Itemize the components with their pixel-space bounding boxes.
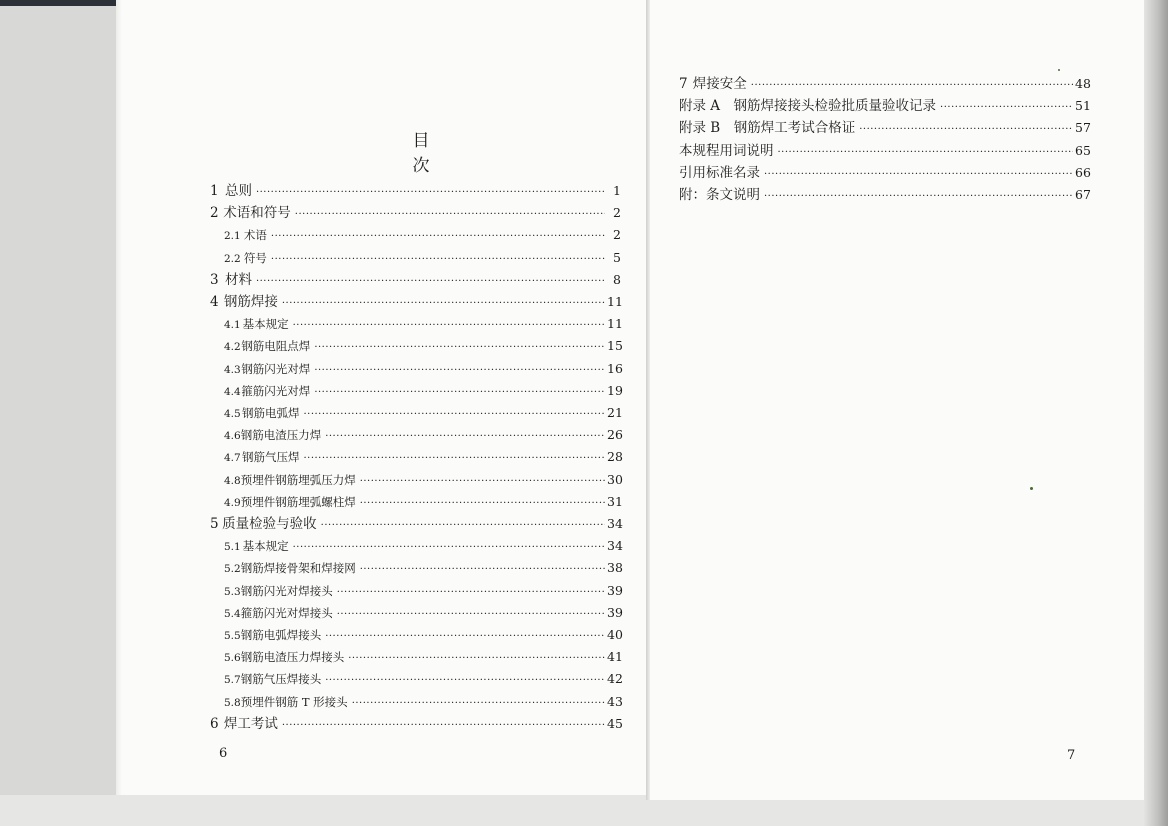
- toc-leader-dots: [303, 404, 605, 426]
- toc-entry-page: 5: [613, 249, 621, 265]
- toc-entry[interactable]: [210, 402, 621, 424]
- toc-title: 目 次: [412, 131, 527, 176]
- toc-entry-page: 19: [607, 382, 623, 398]
- toc-entry[interactable]: [210, 380, 621, 402]
- toc-entry-page: 34: [607, 538, 623, 554]
- toc-leader-dots: [293, 537, 605, 559]
- toc-entry-page: 21: [607, 405, 623, 420]
- toc-leader-dots: [325, 670, 605, 692]
- toc-entry-number: 2.1: [224, 230, 241, 243]
- toc-entry[interactable]: [210, 602, 621, 624]
- toc-leader-dots: [282, 293, 605, 315]
- toc-entry-number: 6: [210, 715, 219, 732]
- toc-entry-label: 附：条文说明: [679, 187, 760, 203]
- toc-leader-dots: [295, 204, 605, 226]
- toc-entry-page: 30: [607, 471, 623, 487]
- toc-entry-page: 11: [607, 294, 623, 309]
- toc-entry[interactable]: [210, 691, 621, 713]
- toc-entry-page: 2: [613, 205, 621, 221]
- toc-entry[interactable]: [679, 140, 1089, 162]
- toc-entry-page: 66: [1075, 164, 1091, 180]
- toc-leader-dots: [337, 604, 605, 626]
- toc-leader-dots: [256, 182, 605, 204]
- toc-entry-label: 钢筋电弧焊接头: [240, 628, 322, 642]
- toc-leader-dots: [764, 186, 1073, 208]
- toc-entry-number: 1: [210, 183, 219, 199]
- toc-entry-label: 钢筋气压焊接头: [240, 672, 322, 687]
- scanner-corner-shadow: [0, 0, 118, 6]
- toc-entry[interactable]: [210, 269, 621, 291]
- toc-entry-number: 4.8: [224, 474, 241, 487]
- toc-entry[interactable]: [210, 580, 621, 602]
- toc-entry-label: 钢筋电渣压力焊接头: [240, 650, 345, 665]
- toc-leader-dots: [321, 515, 605, 537]
- toc-entry-page: 48: [1075, 76, 1091, 91]
- toc-entry-label: 总则: [224, 183, 252, 199]
- right-page: [650, 0, 1144, 800]
- toc-entry[interactable]: [210, 313, 621, 335]
- toc-entry-page: 15: [607, 338, 623, 354]
- toc-entry-number: 5.6: [224, 652, 241, 665]
- toc-entry-number: 5.8: [224, 696, 241, 709]
- toc-leader-dots: [859, 119, 1073, 141]
- toc-entry-number: 5.7: [224, 674, 241, 687]
- toc-entry-label: 本规程用词说明: [679, 142, 774, 159]
- toc-entry-number: 4: [210, 294, 219, 310]
- toc-entry[interactable]: [679, 95, 1089, 117]
- toc-leader-dots: [778, 142, 1074, 164]
- toc-leader-dots: [940, 97, 1073, 119]
- toc-entry-page: 67: [1075, 187, 1091, 202]
- toc-entry-page: 51: [1075, 98, 1091, 114]
- toc-entry-label: 钢筋闪光对焊: [241, 361, 311, 376]
- toc-leader-dots: [764, 164, 1073, 186]
- toc-entry-page: 42: [607, 671, 623, 687]
- toc-entry-label: 附录 A 钢筋焊接接头检验批质量验收记录: [679, 98, 937, 115]
- toc-entry-label: 钢筋电弧焊: [241, 406, 300, 420]
- toc-entry-number: 4.9: [224, 496, 241, 509]
- toc-leader-dots: [360, 493, 605, 515]
- toc-entry-label: 引用标准名录: [679, 164, 760, 181]
- toc-entry[interactable]: [679, 73, 1089, 95]
- toc-entry-number: 4.2: [224, 341, 241, 354]
- toc-entry-page: 11: [607, 316, 623, 332]
- toc-entry-number: 5: [210, 516, 219, 532]
- toc-entry[interactable]: [210, 247, 621, 269]
- toc-entry-number: 7: [679, 76, 688, 92]
- toc-entry-number: 5.1: [224, 541, 241, 554]
- toc-entry-page: 31: [607, 493, 623, 509]
- toc-leader-dots: [314, 337, 605, 359]
- toc-leader-dots: [348, 648, 605, 670]
- toc-entry-label: 材料: [224, 271, 252, 288]
- toc-entry-label: 钢筋气压焊: [241, 450, 300, 465]
- toc-entry[interactable]: [210, 469, 621, 491]
- toc-leader-dots: [271, 249, 605, 271]
- toc-entry-label: 箍筋闪光对焊: [241, 383, 311, 398]
- toc-entry[interactable]: [210, 424, 621, 446]
- toc-entry-page: 2: [613, 227, 621, 243]
- toc-leader-dots: [751, 75, 1073, 97]
- scan-speck: [1058, 69, 1060, 71]
- toc-entry-page: 38: [607, 560, 623, 576]
- toc-entry-label: 钢筋电渣压力焊: [240, 428, 322, 443]
- toc-entry[interactable]: [210, 358, 621, 380]
- scan-speck: [1030, 487, 1033, 490]
- toc-entry-number: 5.2: [224, 563, 241, 576]
- toc-entry-number: 2.2: [224, 252, 241, 265]
- toc-entry-number: 4.1: [224, 319, 241, 332]
- toc-entry-label: 预埋件钢筋埋弧螺柱焊: [240, 494, 356, 509]
- toc-entry[interactable]: [679, 184, 1089, 206]
- toc-entry[interactable]: [210, 646, 621, 668]
- toc-leader-dots: [325, 426, 605, 448]
- toc-entry[interactable]: [210, 668, 621, 690]
- toc-leader-dots: [271, 226, 605, 248]
- toc-entry[interactable]: [210, 180, 621, 202]
- toc-entry-number: 4.3: [224, 363, 241, 376]
- toc-entry[interactable]: [210, 202, 621, 224]
- toc-entry-label: 术语: [243, 228, 267, 243]
- toc-leader-dots: [314, 360, 605, 382]
- toc-entry-label: 钢筋闪光对焊接头: [240, 583, 333, 598]
- page-number-left: 6: [219, 746, 228, 761]
- toc-entry-page: 39: [607, 604, 623, 620]
- toc-entry-label: 钢筋电阻点焊: [241, 339, 311, 354]
- toc-leader-dots: [352, 693, 605, 715]
- toc-leader-dots: [293, 315, 605, 337]
- toc-entry-label: 符号: [243, 250, 267, 265]
- toc-entry[interactable]: [679, 117, 1089, 139]
- toc-entry-number: 4.4: [224, 385, 241, 398]
- toc-entry[interactable]: [210, 624, 621, 646]
- toc-entry[interactable]: [210, 713, 621, 735]
- toc-entry-page: 45: [607, 715, 623, 731]
- toc-entry-page: 34: [607, 516, 623, 531]
- left-page-edge: [116, 0, 122, 795]
- toc-entry-label: 基本规定: [242, 317, 289, 332]
- toc-entry[interactable]: [210, 513, 621, 535]
- toc-leader-dots: [256, 271, 605, 293]
- toc-entry[interactable]: [210, 291, 621, 313]
- toc-entry-label: 箍筋闪光对焊接头: [240, 605, 333, 620]
- toc-entry-label: 预埋件钢筋 T 形接头: [240, 694, 348, 709]
- toc-entry[interactable]: [210, 491, 621, 513]
- right-page-edge: [1144, 0, 1168, 826]
- toc-entry-label: 预埋件钢筋埋弧压力焊: [240, 472, 356, 487]
- toc-entry-label: 焊工考试: [223, 715, 278, 732]
- toc-entry-page: 8: [613, 271, 621, 287]
- toc-entry-page: 41: [607, 649, 623, 665]
- toc-entry-page: 40: [607, 627, 623, 642]
- toc-entry[interactable]: [210, 557, 621, 579]
- toc-entry-page: 65: [1075, 142, 1091, 158]
- toc-entry-page: 43: [607, 693, 623, 709]
- toc-entry[interactable]: [679, 162, 1089, 184]
- toc-entry[interactable]: [210, 335, 621, 357]
- page-number-right: 7: [1067, 748, 1076, 763]
- toc-leader-dots: [337, 582, 605, 604]
- toc-entry-label: 质量检验与验收: [222, 516, 317, 532]
- toc-entry-page: 28: [607, 449, 623, 465]
- toc-entry-number: 2: [210, 205, 219, 222]
- toc-entry-label: 焊接安全: [692, 76, 747, 92]
- toc-entry[interactable]: [210, 535, 621, 557]
- toc-entry[interactable]: [210, 224, 621, 246]
- toc-entry-page: 16: [607, 360, 623, 376]
- toc-leader-dots: [303, 448, 605, 470]
- toc-entry-label: 基本规定: [242, 539, 289, 554]
- toc-leader-dots: [314, 382, 605, 404]
- toc-entry-number: 5.4: [224, 607, 241, 620]
- toc-leader-dots: [282, 715, 605, 737]
- toc-entry-page: 26: [607, 427, 623, 443]
- toc-entry-page: 1: [613, 183, 621, 198]
- toc-entry-number: 5.3: [224, 585, 241, 598]
- toc-leader-dots: [360, 559, 605, 581]
- toc-leader-dots: [360, 471, 605, 493]
- toc-entry-number: 4.6: [224, 430, 241, 443]
- toc-entry-label: 钢筋焊接: [223, 294, 278, 310]
- toc-entry-number: 3: [210, 271, 219, 288]
- left-page: [116, 0, 646, 795]
- toc-entry[interactable]: [210, 446, 621, 468]
- toc-entry-label: 术语和符号: [223, 205, 291, 222]
- toc-entry-number: 4.5: [224, 408, 241, 420]
- toc-entry-page: 39: [607, 582, 623, 598]
- toc-leader-dots: [325, 626, 605, 648]
- toc-entry-label: 附录 B 钢筋焊工考试合格证: [679, 120, 856, 137]
- toc-entry-page: 57: [1075, 120, 1091, 136]
- toc-entry-number: 5.5: [224, 630, 241, 642]
- toc-entry-label: 钢筋焊接骨架和焊接网: [240, 561, 356, 576]
- toc-entry-number: 4.7: [224, 452, 241, 465]
